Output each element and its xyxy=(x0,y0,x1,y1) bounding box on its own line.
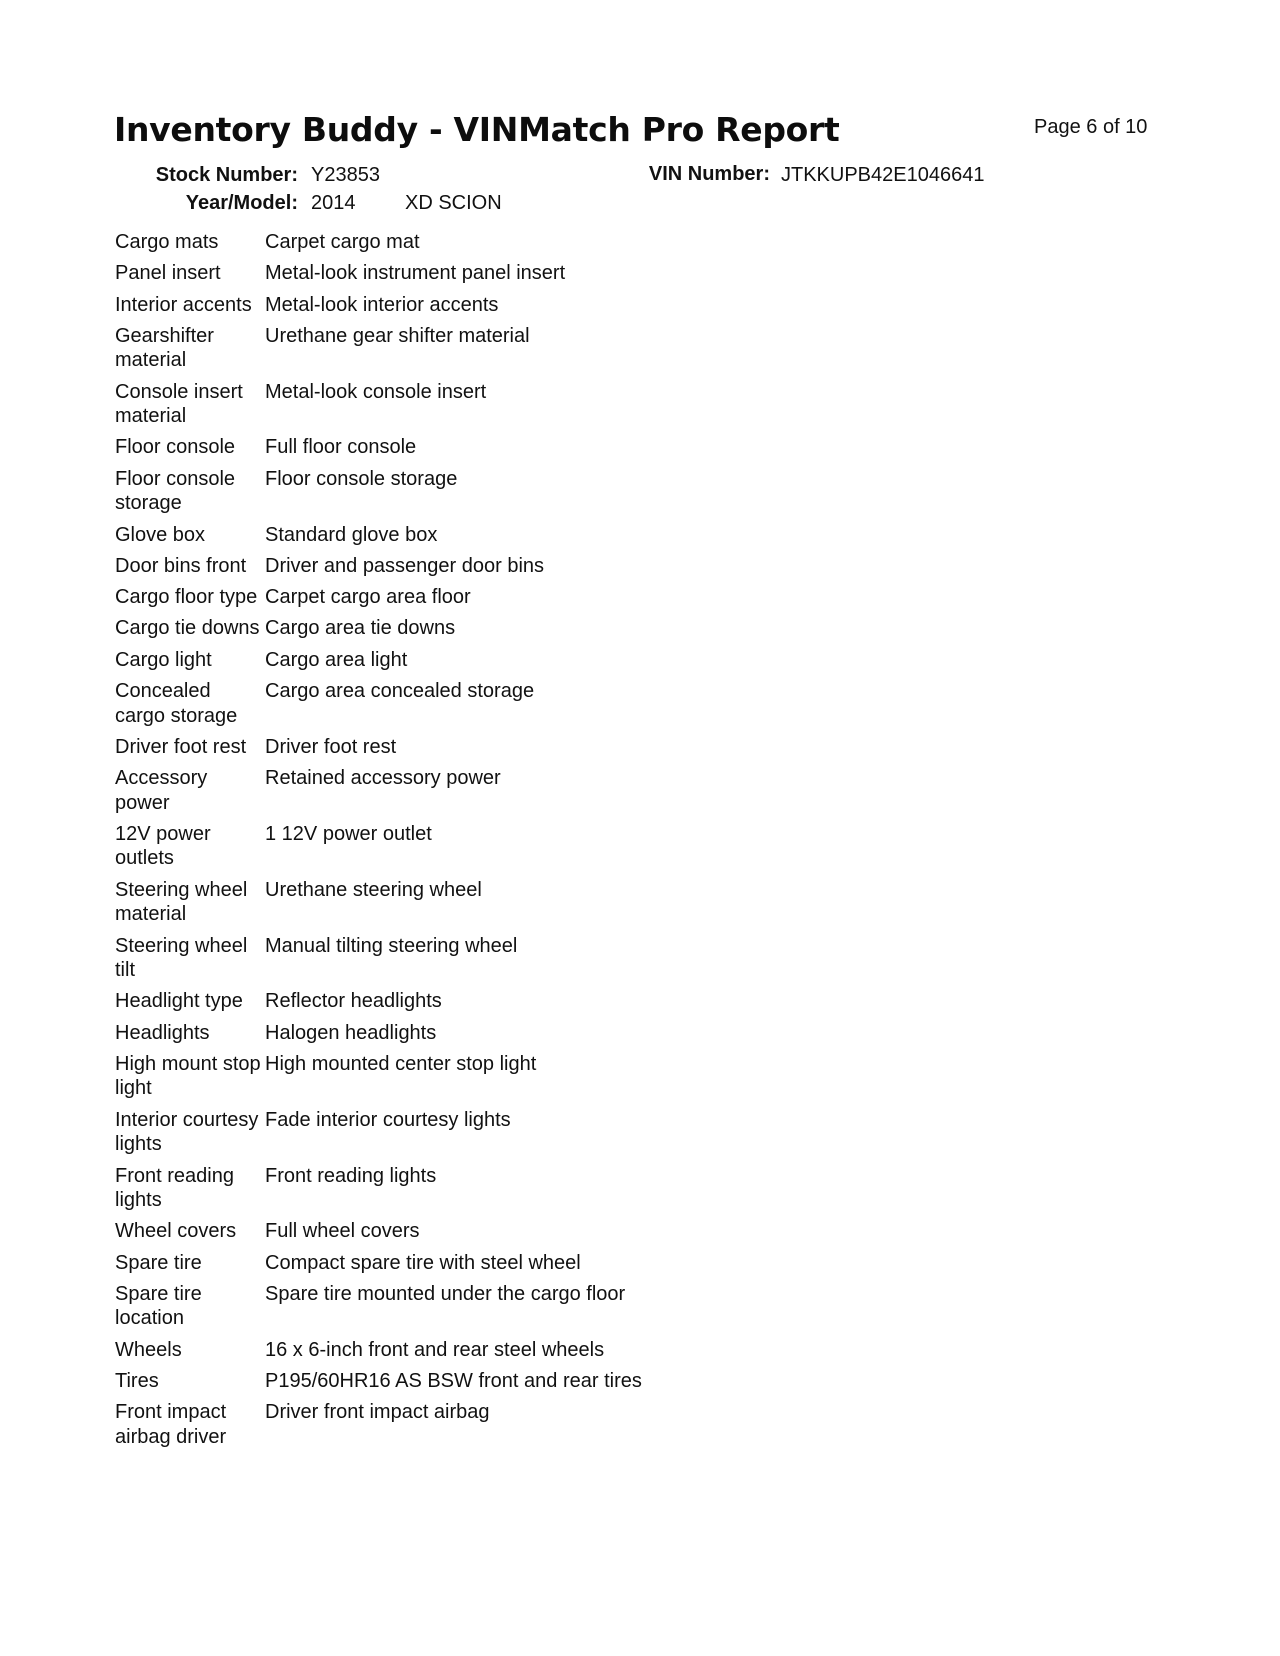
spec-label: Headlight type xyxy=(115,990,243,1013)
spec-row xyxy=(115,648,735,673)
spec-label: Panel insert xyxy=(115,262,221,285)
spec-label: Cargo tie downs xyxy=(115,617,260,640)
spec-label: Door bins front xyxy=(115,554,247,577)
model-value: XD SCION xyxy=(405,192,502,214)
spec-row xyxy=(115,324,735,373)
stock-number-value: Y23853 xyxy=(311,164,380,186)
spec-label: Floor console storage xyxy=(115,467,236,515)
spec-row xyxy=(115,1021,735,1046)
spec-value: 1 12V power outlet xyxy=(265,822,432,845)
spec-label: Spare tire xyxy=(115,1251,202,1274)
report-title: Inventory Buddy - VINMatch Pro Report xyxy=(114,110,840,149)
spec-value: Fade interior courtesy lights xyxy=(265,1108,511,1131)
spec-row xyxy=(115,616,735,641)
spec-row xyxy=(115,554,735,579)
spec-row xyxy=(115,261,735,286)
spec-value: Driver and passenger door bins xyxy=(265,554,545,577)
spec-row xyxy=(115,467,735,516)
spec-row xyxy=(115,1338,735,1363)
spec-label: Cargo floor type xyxy=(115,586,258,609)
spec-row xyxy=(115,735,735,760)
spec-row xyxy=(115,1052,735,1101)
spec-label: Console insert material xyxy=(115,380,243,428)
spec-label: Tires xyxy=(115,1370,159,1393)
spec-value: Cargo area concealed storage xyxy=(265,680,535,703)
year-value: 2014 xyxy=(311,192,356,214)
spec-row xyxy=(115,293,735,318)
spec-row xyxy=(115,878,735,927)
vin-number-value: JTKKUPB42E1046641 xyxy=(781,164,985,186)
spec-label: Cargo light xyxy=(115,648,212,671)
spec-value: Retained accessory power xyxy=(265,767,501,790)
spec-row xyxy=(115,1251,735,1276)
spec-value: Carpet cargo mat xyxy=(265,231,420,253)
spec-value: Driver front impact airbag xyxy=(265,1401,490,1424)
spec-value: Standard glove box xyxy=(265,523,438,546)
spec-row xyxy=(115,435,735,460)
spec-value: Carpet cargo area floor xyxy=(265,586,471,609)
spec-value: Metal-look interior accents xyxy=(265,293,499,316)
spec-row xyxy=(115,1400,735,1449)
spec-value: Driver foot rest xyxy=(265,735,397,758)
vin-number-label: VIN Number: xyxy=(648,163,770,185)
spec-label: Wheel covers xyxy=(115,1220,237,1243)
spec-row xyxy=(115,380,735,429)
spec-value: Cargo area light xyxy=(265,648,408,671)
spec-label: Interior courtesy lights xyxy=(115,1108,259,1156)
spec-value: Compact spare tire with steel wheel xyxy=(265,1251,581,1274)
spec-row xyxy=(115,1369,735,1394)
spec-row xyxy=(115,989,735,1014)
spec-value: 16 x 6-inch front and rear steel wheels xyxy=(265,1338,605,1361)
spec-value: Urethane gear shifter material xyxy=(265,324,530,347)
spec-row xyxy=(115,1282,735,1331)
spec-label: Headlights xyxy=(115,1021,210,1044)
spec-row xyxy=(115,679,735,728)
spec-value: Metal-look instrument panel insert xyxy=(265,262,566,285)
spec-row xyxy=(115,1164,735,1213)
spec-value: High mounted center stop light xyxy=(265,1052,537,1075)
spec-value: Reflector headlights xyxy=(265,990,442,1013)
spec-row xyxy=(115,585,735,610)
spec-label: Front reading lights xyxy=(115,1164,234,1212)
spec-label: Floor console xyxy=(115,436,236,459)
spec-value: P195/60HR16 AS BSW front and rear tires xyxy=(265,1370,642,1393)
spec-row xyxy=(115,230,735,255)
spec-label: Accessory power xyxy=(115,767,208,814)
spec-value: Full floor console xyxy=(265,436,417,459)
spec-label: Gearshifter material xyxy=(115,324,214,372)
spec-value: Manual tilting steering wheel xyxy=(265,934,518,957)
spec-label: Front impact airbag driver xyxy=(115,1401,227,1448)
spec-label: Driver foot rest xyxy=(115,735,247,758)
spec-row xyxy=(115,1219,735,1244)
spec-value: Front reading lights xyxy=(265,1164,437,1187)
spec-label: Interior accents xyxy=(115,293,252,316)
spec-row xyxy=(115,523,735,548)
spec-value: Spare tire mounted under the cargo floor xyxy=(265,1282,626,1305)
spec-label: Steering wheel material xyxy=(115,878,248,926)
spec-row xyxy=(115,766,735,815)
page-number: Page 6 of 10 xyxy=(1034,116,1148,138)
spec-label: Concealed cargo storage xyxy=(115,680,238,727)
spec-row xyxy=(115,822,735,871)
spec-label: Spare tire location xyxy=(115,1282,202,1330)
spec-label: High mount stop light xyxy=(115,1052,261,1100)
spec-label: 12V power outlets xyxy=(115,822,211,870)
spec-value: Urethane steering wheel xyxy=(265,878,482,901)
spec-list xyxy=(115,230,735,1456)
spec-label: Steering wheel tilt xyxy=(115,934,248,982)
spec-value: Metal-look console insert xyxy=(265,380,487,403)
spec-label: Cargo mats xyxy=(115,231,219,253)
spec-row xyxy=(115,934,735,983)
stock-number-label: Stock Number: xyxy=(155,164,298,186)
spec-value: Cargo area tie downs xyxy=(265,617,456,640)
spec-value: Halogen headlights xyxy=(265,1021,437,1044)
spec-label: Glove box xyxy=(115,523,206,546)
year-model-label: Year/Model: xyxy=(185,192,298,214)
spec-value: Full wheel covers xyxy=(265,1220,420,1243)
spec-value: Floor console storage xyxy=(265,467,458,490)
spec-label: Wheels xyxy=(115,1338,182,1361)
spec-row xyxy=(115,1108,735,1157)
